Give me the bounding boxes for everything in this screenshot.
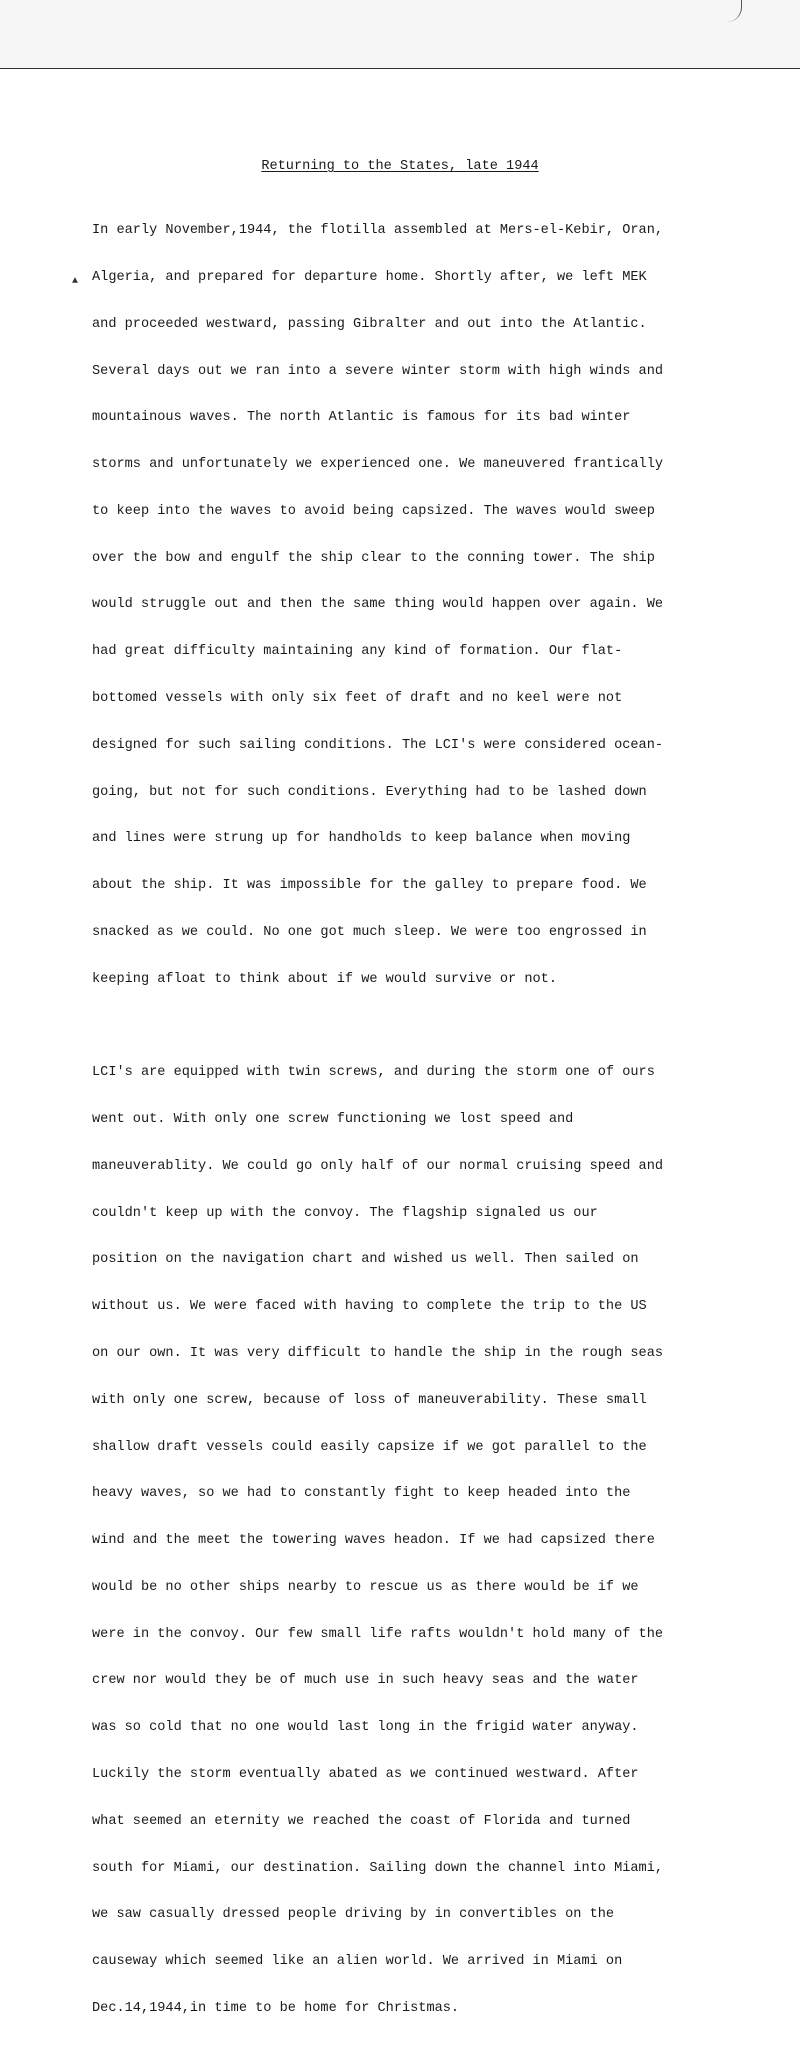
page-top-edge (0, 68, 800, 69)
paragraph-1 (92, 192, 792, 1018)
text-line: bottomed vessels with only six feet of draft and no keel were not (92, 691, 623, 706)
text-line: with only one screw, because of loss of maneuverability. These small (92, 1392, 647, 1408)
text-line: were in the convoy. Our few small life rafts wouldn't hold many of the (92, 1626, 664, 1642)
text-line: In early November,1944, the flotilla assembled at Mers-el-Kebir, Oran, (92, 223, 664, 239)
text-line: what seemed an eternity we reached the coast of Florida and turned (92, 1813, 631, 1829)
text-line: causeway which seemed like an alien world. We arrived in Miami on (92, 1954, 623, 1970)
text-line: LCI's are equipped with twin screws, and during the storm one of ours (92, 1065, 655, 1081)
text-line: keeping afloat to think about if we would survive or not. (92, 971, 557, 987)
paragraph-2 (92, 1034, 792, 2048)
text-line: had great difficulty maintaining any kind of formation. Our flat- (92, 644, 623, 660)
text-line: and lines were strung up for handholds to keep balance when moving (92, 831, 631, 847)
text-line: going, but not for such conditions. Everything had to be lashed down (92, 784, 647, 800)
text-line: to keep into the waves to avoid being capsized. The waves would sweep (92, 503, 655, 519)
text-line: position on the navigation chart and wished us well. Then sailed on (92, 1252, 639, 1268)
text-line: Dec.14,1944,in time to be home for Christmas. (92, 2000, 460, 2016)
text-line: Algeria, and prepared for departure home. Shortly after, we left MEK (92, 269, 647, 285)
text-line: couldn't keep up with the convoy. The flagship signaled us our (92, 1205, 598, 1221)
document-body (92, 192, 792, 2048)
text-line: designed for such sailing conditions. The LCI's were considered ocean- (92, 737, 664, 753)
text-line: heavy waves, so we had to constantly fight to keep headed into the (92, 1486, 631, 1502)
text-line: storms and unfortunately we experienced one. We maneuvered frantically (92, 457, 664, 473)
text-line: was so cold that no one would last long in the frigid water anyway. (92, 1720, 639, 1736)
text-line: over the bow and engulf the ship clear to the conning tower. The ship (92, 550, 655, 566)
text-line: went out. With only one screw functioning we lost speed and (92, 1112, 574, 1128)
text-line: south for Miami, our destination. Sailing down the channel into Miami, (92, 1860, 664, 1876)
text-line: would struggle out and then the same thing would happen over again. We (92, 597, 664, 613)
text-line: mountainous waves. The north Atlantic is famous for its bad winter (92, 410, 631, 426)
text-line: maneuverablity. We could go only half of our normal cruising speed and (92, 1158, 664, 1174)
text-line: and proceeded westward, passing Gibralter and out into the Atlantic. (92, 316, 647, 332)
text-line: about the ship. It was impossible for the galley to prepare food. We (92, 878, 647, 894)
text-line: would be no other ships nearby to rescue us as there would be if we (92, 1579, 639, 1595)
text-line: Luckily the storm eventually abated as we continued westward. After (92, 1766, 639, 1782)
text-line: on our own. It was very difficult to handle the ship in the rough seas (92, 1345, 664, 1361)
text-line: shallow draft vessels could easily capsize if we got parallel to the (92, 1439, 647, 1455)
text-line: without us. We were faced with having to complete the trip to the US (92, 1299, 647, 1315)
text-line: snacked as we could. No one got much sleep. We were too engrossed in (92, 924, 647, 940)
margin-mark-icon: ▲ (72, 276, 79, 287)
document-title: Returning to the States, late 1944 (261, 159, 539, 174)
text-line: crew nor would they be of much use in such heavy seas and the water (92, 1673, 639, 1689)
text-line: wind and the meet the towering waves headon. If we had capsized there (92, 1533, 655, 1549)
scan-background-strip (0, 0, 800, 68)
text-line: we saw casually dressed people driving by in convertibles on the (92, 1907, 615, 1923)
text-line: Several days out we ran into a severe winter storm with high winds and (92, 363, 664, 379)
